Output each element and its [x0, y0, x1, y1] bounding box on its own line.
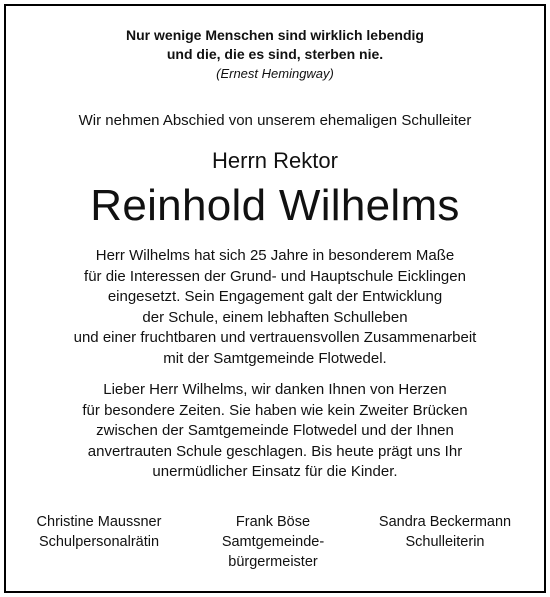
signatory-name: Christine Maussner	[36, 514, 162, 530]
quote-line: und die, die es sind, sterben nie.	[166, 46, 384, 62]
tribute-paragraph-2	[6, 380, 544, 483]
quote-author: (Ernest Hemingway)	[216, 66, 334, 81]
deceased-name: Reinhold Wilhelms	[90, 181, 460, 230]
intro-text: Wir nehmen Abschied von unserem ehemaligen Schulleiter	[78, 112, 472, 129]
quote-line: Nur wenige Menschen sind wirklich lebendig	[126, 27, 424, 43]
signatory-name: Frank Böse	[235, 514, 311, 530]
signatory-role: Schulleiterin	[405, 534, 485, 550]
paragraph-line: für die Interessen der Grund- und Hauptschule Eicklingen	[84, 267, 466, 285]
paragraph-line: Herr Wilhelms hat sich 25 Jahre in besonderem Maße	[95, 247, 455, 264]
signatory-role: bürgermeister	[228, 554, 318, 570]
paragraph-line: der Schule, einem lebhaften Schulleben	[142, 308, 408, 326]
paragraph-line: unermüdlicher Einsatz für die Kinder.	[152, 463, 398, 481]
epigraph-quote	[6, 26, 544, 64]
signatory-2	[188, 512, 358, 572]
signatory-role: Samtgemeinde-	[221, 534, 325, 550]
paragraph-line: anvertrauten Schule geschlagen. Bis heute prägt uns Ihr	[87, 442, 463, 460]
paragraph-line: eingesetzt. Sein Engagement galt der Entwicklung	[107, 288, 443, 306]
paragraph-line: mit der Samtgemeinde Flotwedel.	[163, 349, 387, 367]
paragraph-line: Lieber Herr Wilhelms, wir danken Ihnen von Herzen	[103, 381, 447, 398]
paragraph-line: für besondere Zeiten. Sie haben wie kein Zweiter Brücken	[82, 401, 468, 419]
obituary-notice	[4, 4, 546, 593]
signatory-3	[360, 512, 530, 552]
paragraph-line: zwischen der Samtgemeinde Flotwedel und der Ihnen	[96, 422, 454, 440]
signatory-name: Sandra Beckermann	[378, 514, 512, 530]
signatory-role: Schulpersonalrätin	[38, 534, 160, 550]
paragraph-line: und einer fruchtbaren und vertrauensvollen Zusammenarbeit	[73, 329, 477, 347]
signatory-1	[14, 512, 184, 552]
tribute-paragraph-1	[6, 246, 544, 370]
honorific-title: Herrn Rektor	[212, 148, 338, 173]
